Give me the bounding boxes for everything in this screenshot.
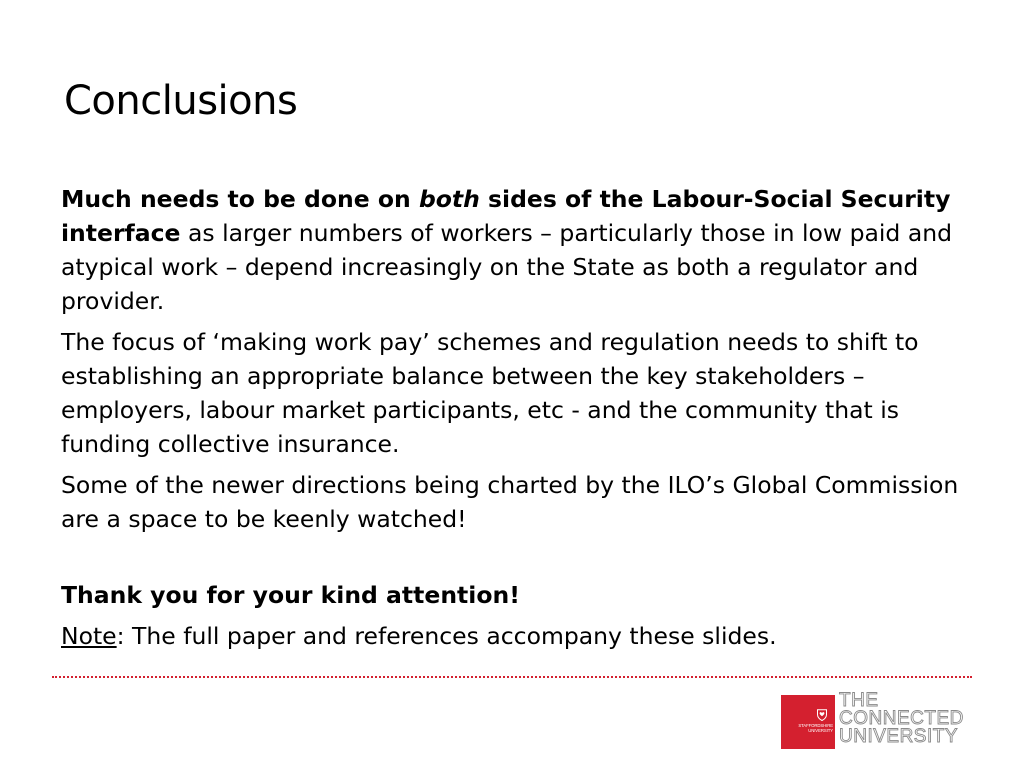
note-label: Note (61, 622, 117, 650)
slogan-line-2: CONNECTED (839, 708, 964, 729)
paragraph-1-rest: as larger numbers of workers – particularly those in low paid and atypical work – depend increasingly on the State as both a regulator and provider. (61, 219, 953, 315)
logo-badge (781, 695, 835, 749)
conclusion-paragraph-3: Some of the newer directions being charted by the ILO’s Global Commission are a space to be keenly watched! (61, 471, 959, 533)
slogan-line-3: UNIVERSITY (839, 726, 959, 747)
bold-italic-emphasis: both (418, 185, 480, 213)
bold-lead-b: sides of the Labour-Social Security interface (61, 185, 951, 247)
conclusion-paragraph-1 (61, 182, 961, 318)
crest-icon (817, 709, 827, 721)
slogan-line-1: THE (839, 690, 879, 711)
note-text: : The full paper and references accompany these slides. (116, 622, 777, 650)
conclusion-paragraph-2: The focus of ‘making work pay’ schemes and regulation needs to shift to establishing an appropriate balance between the key stakeholders – employers, labour market participants, etc - and the community that is funding collective insurance. (61, 328, 919, 458)
slide-title: Conclusions (64, 78, 298, 124)
footer-divider (52, 676, 972, 678)
logo-slogan (839, 692, 964, 746)
university-name: STAFFORDSHIRE UNIVERSITY (798, 723, 833, 733)
note-line (61, 619, 961, 653)
thank-you-text: Thank you for your kind attention! (61, 581, 520, 609)
slide-body (61, 182, 961, 660)
thank-you-line (61, 578, 961, 612)
bold-lead-a: Much needs to be done on (61, 185, 419, 213)
